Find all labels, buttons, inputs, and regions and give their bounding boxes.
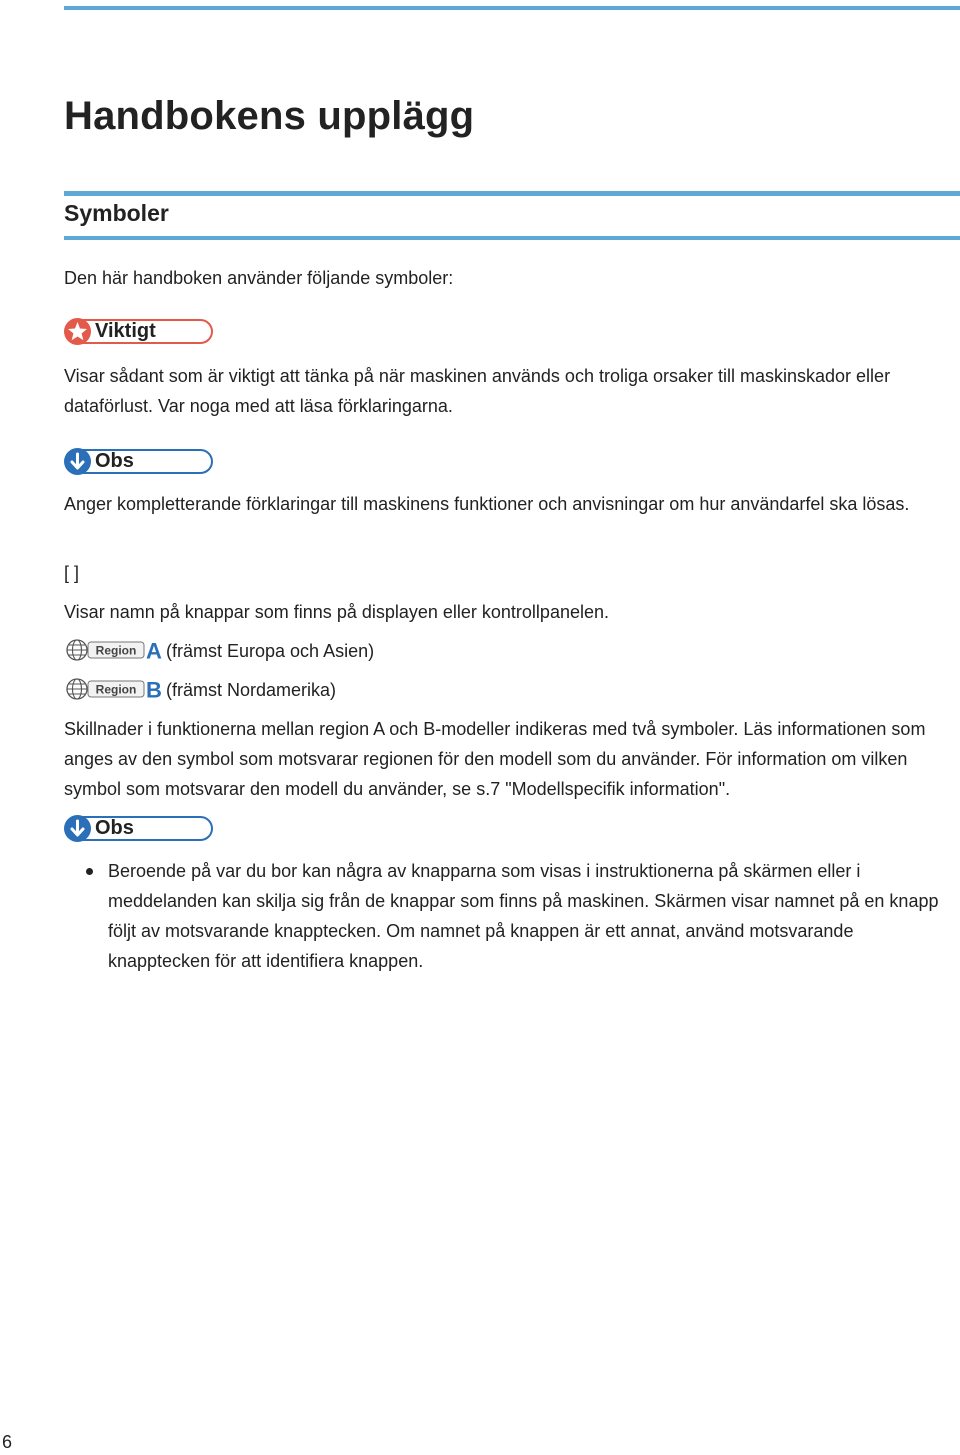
region-b-letter: B (146, 678, 162, 700)
brackets-symbol: [ ] (64, 563, 80, 583)
arrow-down-icon (64, 815, 91, 842)
region-b-text: (främst Nordamerika) (166, 680, 337, 700)
star-icon (64, 318, 91, 345)
arrow-down-icon (64, 448, 91, 475)
note-list (64, 856, 956, 976)
note-label: Obs (95, 450, 134, 472)
list-item (64, 856, 956, 976)
important-label: Viktigt (95, 320, 156, 342)
note-badge-2 (64, 815, 211, 840)
important-text: Visar sådant som är viktigt att tänka på när maskinen används och troliga orsaker till maskinskador eller dataförlust. Var noga med att läsa förklaringarna. (64, 366, 891, 416)
note-badge (64, 448, 211, 473)
important-badge (64, 318, 211, 343)
region-b-icon (64, 678, 164, 700)
page-title: Handbokens upplägg (64, 94, 475, 138)
section-rule-bottom (64, 236, 960, 240)
region-b-badge-text: Region (95, 682, 137, 697)
section-intro: Den här handboken använder följande symboler: (64, 268, 454, 288)
section-title: Symboler (64, 200, 169, 226)
region-a-text: (främst Europa och Asien) (166, 641, 375, 661)
top-rule (64, 6, 960, 10)
region-a-badge-text: Region (95, 643, 137, 658)
region-a-icon (64, 639, 164, 661)
page-number: 6 (2, 1432, 13, 1452)
region-a-letter: A (146, 639, 162, 661)
section-rule-top (64, 191, 960, 196)
list-item-text: Beroende på var du bor kan några av knapparna som visas i instruktionerna på skärmen eller i meddelanden kan skilja sig från de knappar som finns på maskinen. Skärmen visar namnet på en knapp följt av motsvarande knapptecken. Om namnet på knappen är ett annat, använd motsvarande knapptecken för att identifiera knappen. (108, 861, 939, 971)
brackets-text: Visar namn på knappar som finns på displayen eller kontrollpanelen. (64, 602, 609, 622)
note-label-2: Obs (95, 817, 134, 839)
bullet-dot (86, 868, 93, 875)
region-explanation: Skillnader i funktionerna mellan region A och B-modeller indikeras med två symboler. Läs informationen som anges av den symbol som motsvarar regionen för den modell som du använder. För information om vilken symbol som motsvarar den modell du använder, se s.7 "Modellspecifik information". (64, 719, 926, 799)
note-text: Anger kompletterande förklaringar till maskinens funktioner och anvisningar om hur användarfel ska lösas. (64, 494, 910, 514)
